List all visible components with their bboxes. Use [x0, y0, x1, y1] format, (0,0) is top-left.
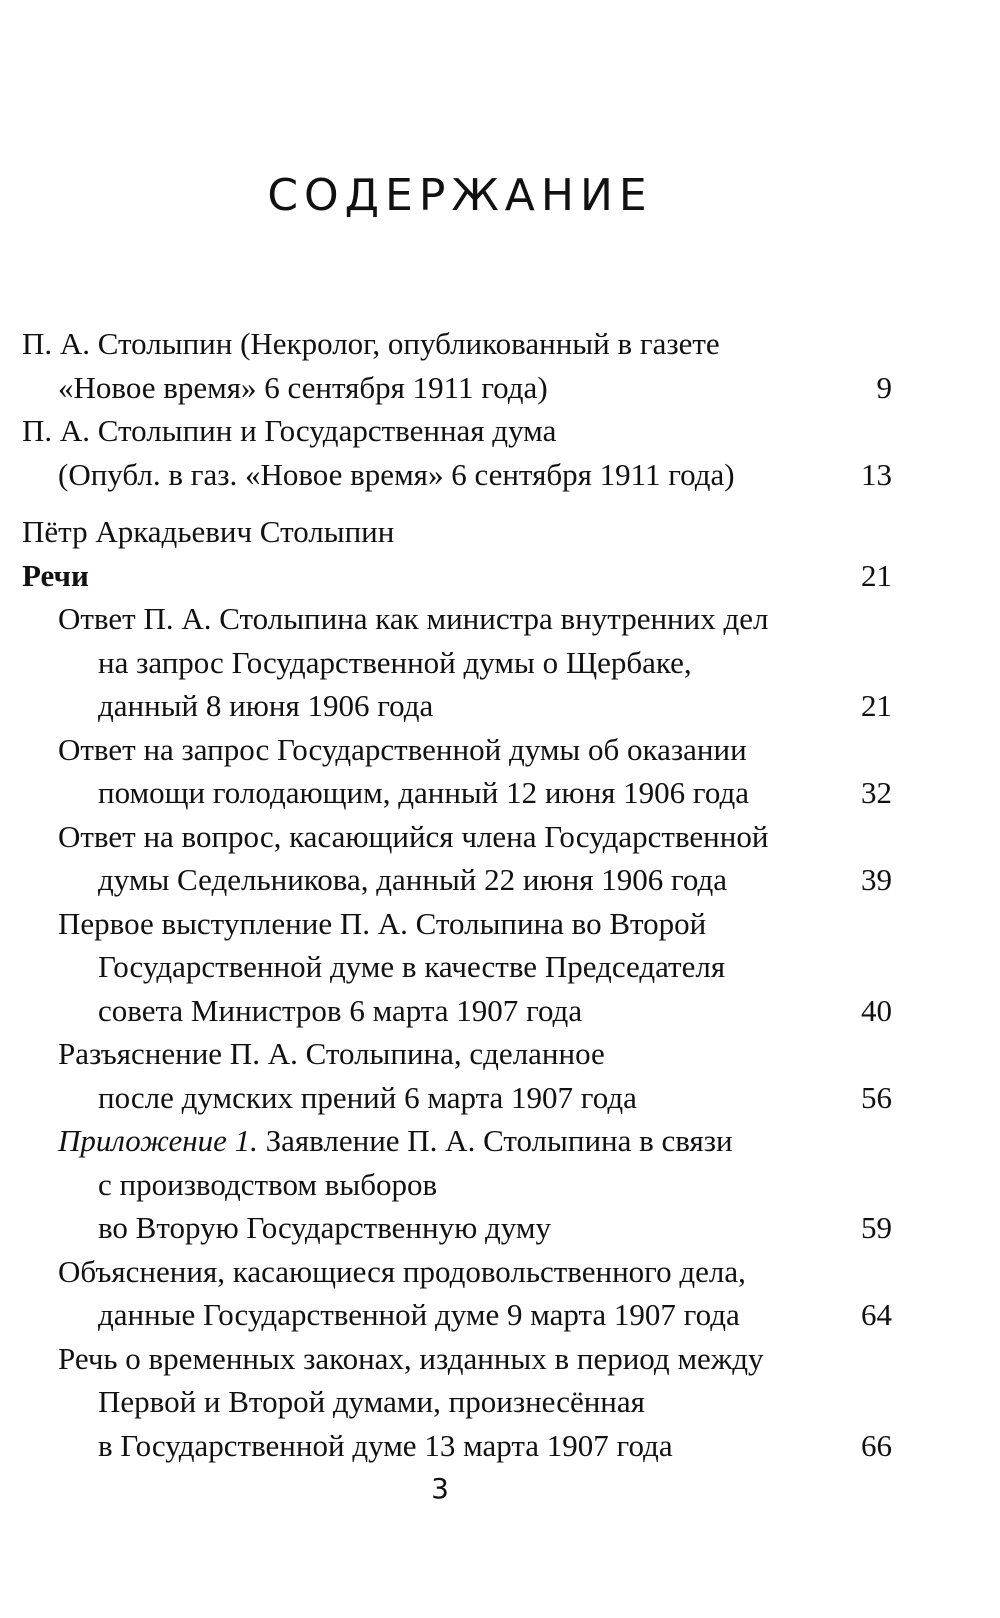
toc-entry-line: П. А. Столыпин (Некролог, опубликованный в газете: [22, 326, 720, 361]
toc-entry-line: во Вторую Государственную думу: [98, 1210, 551, 1245]
toc-entry-appendix-1: [22, 1119, 892, 1250]
toc-entry-line: Ответ П. А. Столыпина как министра внутренних дел: [58, 601, 769, 636]
toc-page-number: 66: [861, 1427, 892, 1463]
toc-entry-line: в Государственной думе 13 марта 1907 года: [98, 1427, 673, 1463]
toc-page-number: 59: [861, 1210, 892, 1245]
toc-page-number: 40: [861, 992, 892, 1028]
toc-entry-line: П. А. Столыпин и Государственная дума: [22, 413, 557, 448]
toc-entry-line: помощи голодающим, данный 12 июня 1906 года: [98, 775, 750, 810]
toc-entry-line: Первой и Второй думами, произнесённая: [98, 1384, 645, 1419]
toc-entry: [22, 728, 892, 815]
toc-entry-text: Заявление П. А. Столыпина в связи: [257, 1123, 733, 1158]
toc-entry-line: Ответ на вопрос, касающийся члена Государственной: [58, 818, 769, 854]
toc-entry-line: совета Министров 6 марта 1907 года: [98, 992, 583, 1028]
toc-entry-line: на запрос Государственной думы о Щербаке,: [98, 644, 692, 680]
toc-page-number: 64: [861, 1297, 892, 1332]
toc-entry-line: Пётр Аркадьевич Столыпин: [22, 514, 395, 549]
page-title: СОДЕРЖАНИЕ: [267, 170, 653, 221]
toc-entry-line: думы Седельникова, данный 22 июня 1906 года: [98, 862, 728, 897]
page-number: 3: [431, 1472, 449, 1505]
toc-entry-line: Государственной думе в качестве Председателя: [98, 949, 726, 984]
toc-entry-line: данные Государственной думе 9 марта 1907 года: [98, 1297, 740, 1332]
toc-entry-line: Разъяснение П. А. Столыпина, сделанное: [58, 1036, 605, 1071]
toc-author-heading: [22, 510, 892, 554]
toc-section-speeches: [22, 554, 892, 598]
toc-page-number: 13: [861, 456, 892, 492]
toc-entry-line: Объяснения, касающиеся продовольственного дела,: [58, 1253, 746, 1289]
toc-entry-obituary: [22, 322, 892, 409]
toc-entry: [22, 1250, 892, 1337]
toc-page-number: 21: [861, 557, 892, 593]
toc-entry-line: после думских прений 6 марта 1907 года: [98, 1079, 637, 1115]
toc-entry: [22, 902, 892, 1033]
toc-entry-line: (Опубл. в газ. «Новое время» 6 сентября 1911 года): [58, 456, 735, 492]
table-of-contents: [22, 322, 892, 1467]
toc-entry-duma: [22, 409, 892, 496]
toc-page-number: 32: [861, 775, 892, 810]
toc-page-number: 9: [876, 369, 892, 405]
toc-entry-line: «Новое время» 6 сентября 1911 года): [58, 369, 548, 405]
toc-entry-line: Речи: [22, 557, 89, 593]
toc-entry: [22, 815, 892, 902]
toc-entry-line: с производством выборов: [98, 1166, 438, 1202]
toc-entry: [22, 1032, 892, 1119]
toc-entry-line: Ответ на запрос Государственной думы об оказании: [58, 731, 747, 767]
appendix-label: Приложение 1.: [58, 1123, 258, 1158]
toc-entry-line: Первое выступление П. А. Столыпина во Второй: [58, 905, 707, 941]
toc-entry: [22, 597, 892, 728]
toc-page-number: 56: [861, 1079, 892, 1115]
toc-page-number: 39: [861, 862, 892, 897]
toc-entry-line: Речь о временных законах, изданных в период между: [58, 1340, 764, 1376]
toc-entry: [22, 1337, 892, 1468]
toc-entry-line: данный 8 июня 1906 года: [98, 688, 434, 723]
toc-page-number: 21: [861, 688, 892, 723]
toc-entry-line: [22, 1119, 822, 1163]
